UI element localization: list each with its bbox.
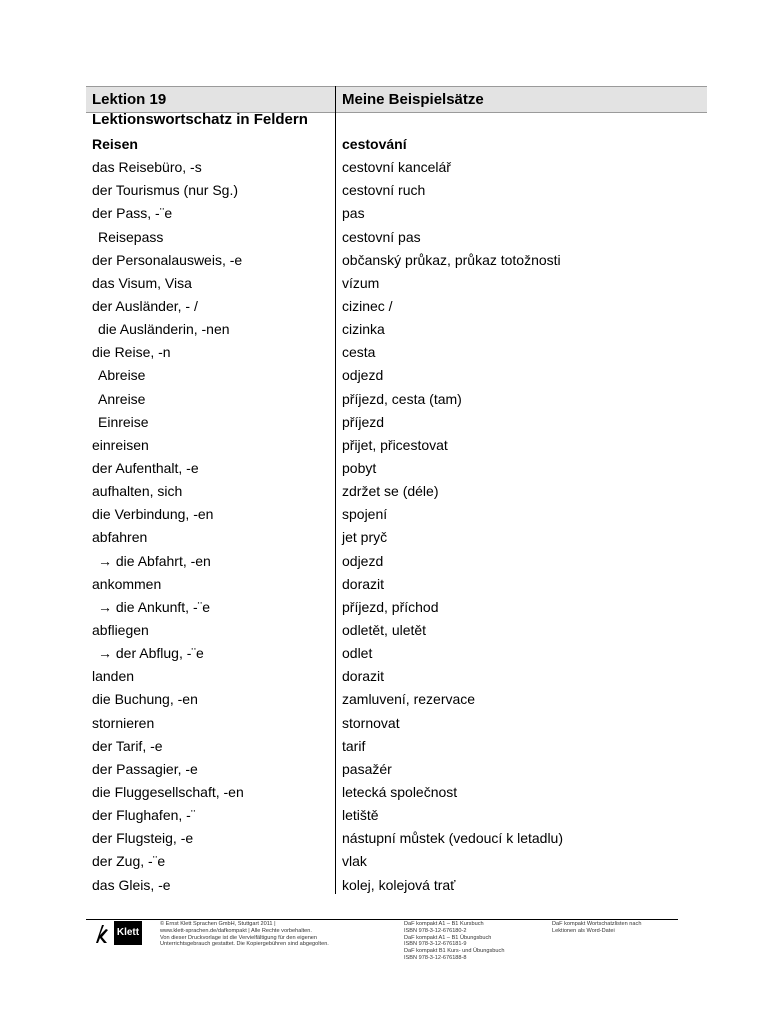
table-row — [86, 364, 707, 387]
footer-line: Unterrichtsgebrauch gestattet. Die Kopiergebühren sind abgegolten. — [160, 941, 329, 948]
czech-translation: příjezd, cesta (tam) — [342, 390, 462, 407]
table-row — [86, 804, 707, 827]
german-term: landen — [92, 668, 135, 685]
table-row — [86, 411, 707, 434]
german-term: der Tarif, -e — [92, 737, 163, 754]
table-row — [86, 272, 707, 295]
german-term: das Gleis, -e — [92, 876, 171, 893]
table-row — [86, 712, 707, 735]
footer-divider — [86, 919, 678, 920]
header-lesson-title: Lektion 19 — [92, 91, 167, 108]
klett-emblem-icon — [92, 921, 114, 945]
table-row — [86, 434, 707, 457]
czech-translation: pasažér — [342, 760, 392, 777]
german-term: der Ausländer, - / — [92, 297, 198, 314]
german-term: der Passagier, -e — [92, 760, 198, 777]
czech-translation: letecká společnost — [342, 783, 458, 800]
german-term: der Zug, -¨e — [92, 853, 166, 870]
czech-translation: dorazit — [342, 668, 385, 685]
czech-translation: jet pryč — [342, 529, 388, 546]
table-row — [86, 179, 707, 202]
czech-translation: odlet — [342, 645, 373, 662]
table-row — [86, 573, 707, 596]
table-row — [86, 202, 707, 225]
german-term: das Reisebüro, -s — [92, 159, 202, 176]
czech-translation: cestovní ruch — [342, 182, 426, 199]
czech-translation: pas — [342, 205, 365, 222]
czech-translation: cestování — [342, 136, 407, 152]
german-term: der Pass, -¨e — [92, 205, 173, 222]
german-term: der Personalausweis, -e — [92, 251, 243, 268]
table-row — [86, 758, 707, 781]
german-term: Abreise — [98, 367, 146, 384]
german-term: Reisen — [92, 136, 138, 152]
german-term: der Flugsteig, -e — [92, 830, 194, 847]
german-term: → der Abflug, -¨e — [98, 645, 204, 662]
table-row — [86, 596, 707, 619]
table-row — [86, 133, 707, 156]
footer-isbn-list — [404, 921, 504, 962]
german-term: Einreise — [98, 413, 149, 430]
table-row — [86, 295, 707, 318]
footer-line: Von dieser Druckvorlage ist die Vervielfältigung für den eigenen — [160, 934, 318, 941]
table-row — [86, 480, 707, 503]
vocabulary-table — [86, 133, 707, 897]
german-term: das Visum, Visa — [92, 274, 192, 291]
footer-line: DaF kompakt A1 – B1 Kursbuch — [404, 921, 484, 927]
german-term: der Tourismus (nur Sg.) — [92, 182, 239, 199]
logo-brand-text: Klett — [114, 921, 142, 945]
czech-translation: vízum — [342, 274, 380, 291]
german-term: der Flughafen, -¨ — [92, 807, 196, 824]
german-term: die Ausländerin, -nen — [98, 321, 230, 338]
footer-line: ISBN 978-3-12-676181-9 — [404, 941, 467, 948]
section-subtitle: Lektionswortschatz in Feldern — [92, 111, 308, 128]
footer-note — [552, 921, 641, 935]
footer-line: ISBN 978-3-12-676180-2 — [404, 927, 467, 934]
czech-translation: cizinka — [342, 321, 385, 338]
table-row — [86, 781, 707, 804]
czech-translation: stornovat — [342, 714, 400, 731]
german-term: → die Ankunft, -¨e — [98, 598, 211, 615]
footer-copyright — [160, 921, 329, 948]
czech-translation: vlak — [342, 853, 367, 870]
czech-translation: zdržet se (déle) — [342, 483, 439, 500]
czech-translation: odjezd — [342, 552, 384, 569]
footer-line: © Ernst Klett Sprachen GmbH, Stuttgart 2011 | — [160, 921, 276, 927]
czech-translation: cesta — [342, 344, 376, 361]
czech-translation: odletět, uletět — [342, 621, 427, 638]
czech-translation: odjezd — [342, 367, 384, 384]
german-term: abfahren — [92, 529, 148, 546]
footer-line: Lektionen als Word-Datei — [552, 927, 615, 934]
czech-translation: přijet, přicestovat — [342, 436, 448, 453]
table-row — [86, 619, 707, 642]
table-row — [86, 827, 707, 850]
german-term: die Verbindung, -en — [92, 506, 214, 523]
german-term: → die Abfahrt, -en — [98, 552, 211, 569]
table-row — [86, 735, 707, 758]
german-term: einreisen — [92, 436, 149, 453]
german-term: abfliegen — [92, 621, 149, 638]
footer-line: ISBN 978-3-12-676188-8 — [404, 954, 467, 961]
header-examples-title: Meine Beispielsätze — [342, 91, 484, 108]
czech-translation: cizinec / — [342, 297, 393, 314]
czech-translation: dorazit — [342, 575, 385, 592]
table-row — [86, 874, 707, 897]
czech-translation: nástupní můstek (vedoucí k letadlu) — [342, 830, 564, 847]
klett-logo — [92, 921, 142, 945]
german-term: aufhalten, sich — [92, 483, 183, 500]
table-row — [86, 642, 707, 665]
czech-translation: spojení — [342, 506, 388, 523]
german-term: Reisepass — [98, 228, 164, 245]
footer-line: DaF kompakt A1 – B1 Übungsbuch — [404, 934, 492, 941]
table-row — [86, 226, 707, 249]
footer-line: DaF kompakt Wortschatzlisten nach — [552, 921, 642, 927]
table-row — [86, 249, 707, 272]
table-row — [86, 388, 707, 411]
german-term: stornieren — [92, 714, 155, 731]
czech-translation: občanský průkaz, průkaz totožnosti — [342, 251, 561, 268]
table-row — [86, 550, 707, 573]
german-term: die Reise, -n — [92, 344, 171, 361]
czech-translation: letiště — [342, 807, 379, 824]
german-term: Anreise — [98, 390, 146, 407]
czech-translation: cestovní kancelář — [342, 159, 451, 176]
footer-line: www.klett-sprachen.de/dafkompakt | Alle Rechte vorbehalten. — [160, 927, 312, 934]
table-row — [86, 341, 707, 364]
german-term: die Buchung, -en — [92, 691, 198, 708]
table-row — [86, 318, 707, 341]
table-row — [86, 156, 707, 179]
czech-translation: cestovní pas — [342, 228, 421, 245]
czech-translation: kolej, kolejová trať — [342, 876, 456, 893]
czech-translation: příjezd — [342, 413, 385, 430]
czech-translation: příjezd, příchod — [342, 598, 439, 615]
table-row — [86, 688, 707, 711]
table-row — [86, 665, 707, 688]
table-row — [86, 850, 707, 873]
czech-translation: pobyt — [342, 459, 377, 476]
czech-translation: tarif — [342, 737, 366, 754]
footer-line: DaF kompakt B1 Kurs- und Übungsbuch — [404, 948, 505, 955]
table-row — [86, 457, 707, 480]
german-term: die Fluggesellschaft, -en — [92, 783, 244, 800]
german-term: ankommen — [92, 575, 162, 592]
czech-translation: zamluvení, rezervace — [342, 691, 476, 708]
table-row — [86, 526, 707, 549]
table-row — [86, 503, 707, 526]
german-term: der Aufenthalt, -e — [92, 459, 199, 476]
